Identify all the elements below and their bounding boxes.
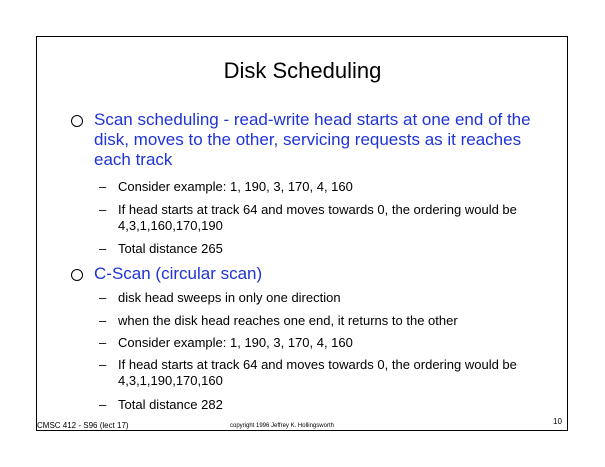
dash-marker: – bbox=[99, 335, 107, 350]
subitem-text: Total distance 265 bbox=[118, 241, 223, 256]
slide-title: Disk Scheduling bbox=[223, 58, 382, 83]
subitem-text: disk head sweeps in only one direction bbox=[118, 290, 341, 305]
subitem-text: Consider example: 1, 190, 3, 170, 4, 160 bbox=[118, 335, 353, 350]
footer-course-label: CMSC 412 - S96 (lect 17) bbox=[37, 421, 129, 430]
dash-marker: – bbox=[99, 397, 107, 412]
subitem-text: Consider example: 1, 190, 3, 170, 4, 160 bbox=[118, 179, 353, 194]
dash-marker: – bbox=[99, 313, 107, 328]
dash-marker: – bbox=[99, 290, 107, 305]
subitem-text: when the disk head reaches one end, it returns to the other bbox=[118, 313, 458, 328]
bullet-circle-icon bbox=[71, 269, 83, 281]
dash-marker: – bbox=[99, 241, 107, 256]
dash-marker: – bbox=[99, 202, 107, 217]
bullet-circle-icon bbox=[71, 115, 83, 127]
bullet-text: Scan scheduling - read-write head starts at one end of the disk, moves to the other, servicing requests as it reaches each track bbox=[94, 110, 531, 169]
bullet-text: C-Scan (circular scan) bbox=[94, 264, 263, 283]
dash-marker: – bbox=[99, 357, 107, 372]
subitem-text: If head starts at track 64 and moves towards 0, the ordering would be 4,3,1,190,170,160 bbox=[118, 357, 517, 388]
subitem-text: If head starts at track 64 and moves towards 0, the ordering would be 4,3,1,160,170,190 bbox=[118, 202, 517, 233]
subitem-text: Total distance 282 bbox=[118, 397, 223, 412]
footer-copyright: copyright 1996 Jeffrey K. Hollingsworth bbox=[230, 423, 334, 429]
dash-marker: – bbox=[99, 179, 107, 194]
page-number: 10 bbox=[553, 417, 562, 426]
